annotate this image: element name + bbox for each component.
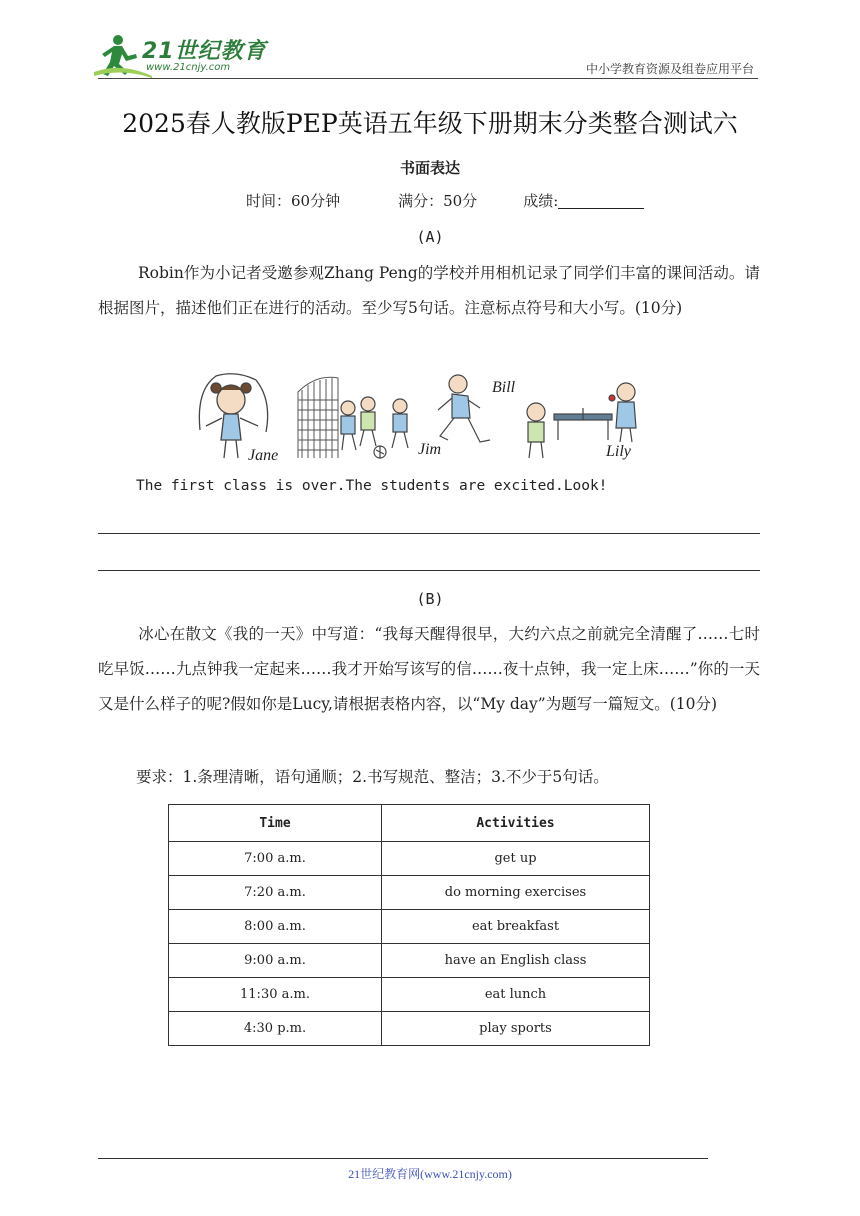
- table-row: [169, 978, 650, 1012]
- part-b-label: (B): [416, 590, 444, 608]
- time-cell: 9:00 a.m.: [169, 944, 382, 978]
- grade-blank[interactable]: [558, 192, 644, 209]
- time-cell: 7:00 a.m.: [169, 842, 382, 876]
- activity-cell: eat lunch: [382, 978, 650, 1012]
- jim-figure: [438, 375, 490, 442]
- table-row: [169, 910, 650, 944]
- answer-line[interactable]: [98, 533, 760, 534]
- part-a-label: (A): [416, 228, 444, 246]
- table-row: [169, 944, 650, 978]
- requirements: 要求：1.条理清晰，语句通顺；2.书写规范、整洁；3.不少于5句话。: [136, 768, 609, 786]
- time-cell: 8:00 a.m.: [169, 910, 382, 944]
- schedule-table: [168, 804, 650, 1046]
- header-divider: [98, 78, 758, 79]
- name-lily: Lily: [606, 443, 631, 460]
- activity-cell: play sports: [382, 1012, 650, 1046]
- footer-divider: [98, 1158, 708, 1159]
- name-jane: Jane: [248, 447, 279, 464]
- time-cell: 4:30 p.m.: [169, 1012, 382, 1046]
- football-players: [341, 397, 408, 458]
- table-row: [169, 1012, 650, 1046]
- writing-prompt: The first class is over.The students are excited.Look!: [136, 478, 608, 494]
- full-score: 满分：50分: [398, 192, 478, 210]
- jane-figure: [199, 374, 267, 458]
- time-cell: 7:20 a.m.: [169, 876, 382, 910]
- part-b-text: 冰心在散文《我的一天》中写道：“我每天醒得很早，大约六点之前就完全清醒了……七时吃早饭……九点钟我一定起来……我才开始写该写的信……夜十点钟，我一定上床……”你的一天又是什么样子的呢?假如你是Lucy,请根据表格内容，以“My day”为题写一篇短文。(10分): [98, 625, 760, 713]
- time-limit: 时间：60分钟: [246, 192, 341, 210]
- footer-link[interactable]: 21世纪教育网(www.21cnjy.com): [348, 1167, 512, 1181]
- activity-cell: get up: [382, 842, 650, 876]
- exam-meta: [246, 190, 644, 211]
- part-b-instructions: [98, 617, 760, 722]
- header-time: Time: [169, 805, 382, 842]
- grade-label: 成绩:: [523, 192, 559, 210]
- table-row: [169, 842, 650, 876]
- table-row: [169, 876, 650, 910]
- name-bill: Bill: [492, 379, 516, 396]
- section-title: 书面表达: [399, 159, 460, 177]
- logo-url: www.21cnjy.com: [146, 62, 231, 73]
- logo-wordmark: 21世纪教育: [142, 39, 267, 64]
- page-title: 2025春人教版PEP英语五年级下册期末分类整合测试六: [122, 109, 738, 138]
- activity-cell: do morning exercises: [382, 876, 650, 910]
- activity-cell: eat breakfast: [382, 910, 650, 944]
- table-header-row: [169, 805, 650, 842]
- platform-tagline: 中小学教育资源及组卷应用平台: [585, 62, 754, 76]
- football-goal: [298, 377, 338, 458]
- answer-line[interactable]: [98, 570, 760, 571]
- header-activities: Activities: [382, 805, 650, 842]
- part-a-text: Robin作为小记者受邀参观Zhang Peng的学校并用相机记录了同学们丰富的课间活动。请根据图片，描述他们正在进行的活动。至少写5句话。注意标点符号和大小写。(10分): [98, 264, 760, 317]
- name-jim: Jim: [418, 441, 442, 458]
- time-cell: 11:30 a.m.: [169, 978, 382, 1012]
- activities-illustration: [186, 370, 646, 470]
- activity-cell: have an English class: [382, 944, 650, 978]
- part-a-instructions: [98, 256, 760, 326]
